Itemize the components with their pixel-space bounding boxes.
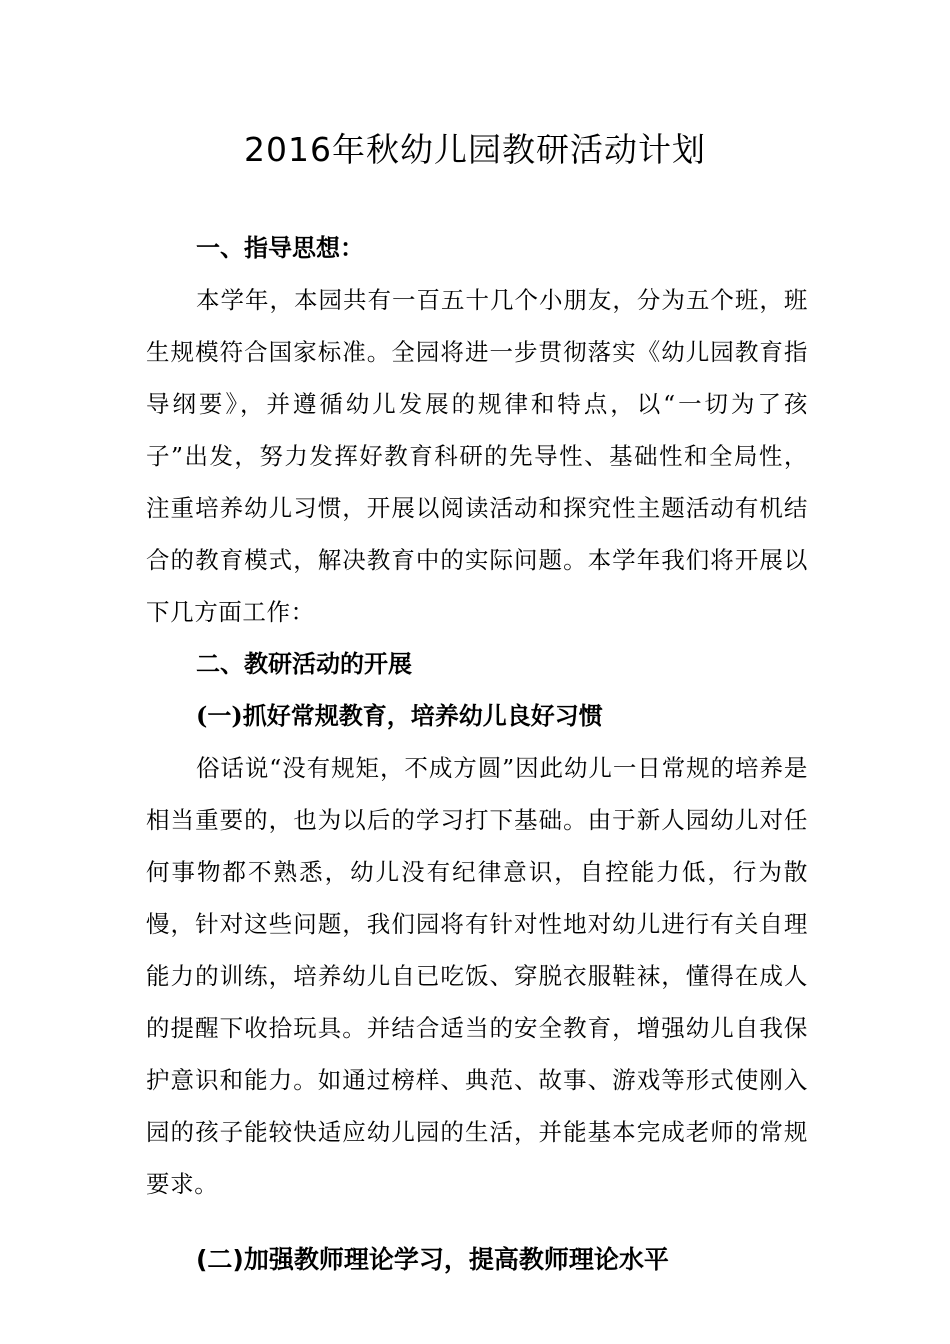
subsection-heading-teacher-theory: (二)加强教师理论学习，提高教师理论水平 — [196, 1245, 669, 1274]
document-title: 2016年秋幼儿园教研活动计划 — [244, 130, 706, 169]
paragraph-routine-education: 俗话说“没有规矩，不成方圆”因此幼儿一日常规的培养是相当重要的，也为以后的学习打下基础。由于新人园幼儿对任何事物都不熟悉，幼儿没有纪律意识，自控能力低，行为散慢，针对这些问题，我们园将有针对性地对幼儿进行有关自理能力的训练，培养幼儿自已吃饭、穿脱衣服鞋袜，懂得在成人的提醒下收拾玩具。并结合适当的安全教育，增强幼儿自我保护意识和能力。如通过榜样、典范、故事、游戏等形式使刚入园的孩子能较快适应幼儿园的生活，并能基本完成老师的常规要求。 — [146, 754, 808, 1198]
section-heading-guiding-ideology: 一、指导思想： — [196, 234, 364, 262]
section-heading-research-activities: 二、教研活动的开展 — [196, 650, 412, 678]
subsection-heading-routine-education: (一)抓好常规教育，培养幼儿良好习惯 — [196, 701, 603, 730]
paragraph-guiding-ideology: 本学年，本园共有一百五十几个小朋友，分为五个班，班生规模符合国家标准。全园将进一步贯彻落实《幼儿园教育指导纲要》，并遵循幼儿发展的规律和特点，以“一切为了孩子”出发，努力发挥好教育科研的先导性、基础性和全局性，注重培养幼儿习惯，开展以阅读活动和探究性主题活动有机结合的教育模式，解决教育中的实际问题。本学年我们将开展以下几方面工作： — [146, 286, 808, 626]
document-body — [146, 222, 808, 1286]
